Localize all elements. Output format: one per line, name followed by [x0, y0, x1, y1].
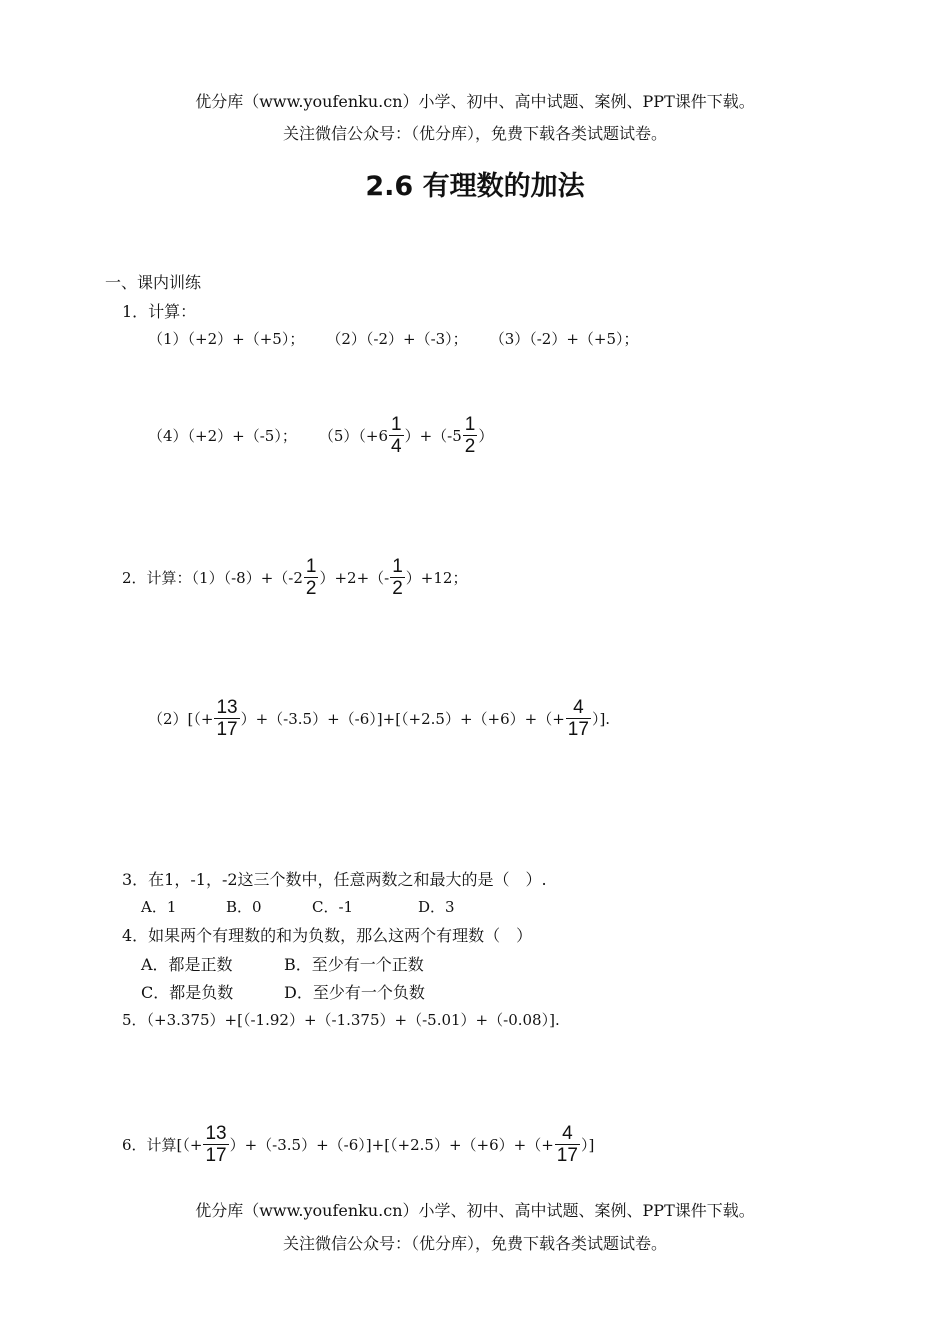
q2-row-1: [122, 556, 467, 599]
q4-text: 4．如果两个有理数的和为负数，那么这两个有理数（ ）: [122, 926, 533, 945]
q1-row-2: [148, 414, 493, 457]
q2-part-a: 2．计算：（1）（-8）+（-2: [122, 569, 303, 587]
page-title: 2.6 有理数的加法: [365, 171, 585, 202]
fraction: [214, 697, 239, 740]
q4-option-b: B．至少有一个正数: [284, 955, 424, 974]
fraction-denominator: 17: [556, 1145, 578, 1166]
q6-row: [122, 1123, 594, 1166]
fraction-denominator: 4: [391, 436, 402, 457]
header-line-1: 优分库（www.youfenku.cn）小学、初中、高中试题、案例、PPT课件下载。: [195, 92, 755, 111]
q6-part-b: ）+（-3.5）+（-6）]+[（+2.5）+（+6）+（+: [229, 1136, 554, 1154]
fraction-denominator: 2: [392, 578, 403, 599]
fraction-denominator: 17: [205, 1145, 227, 1166]
q2-part2-b: ）+（-3.5）+（-6）]+[（+2.5）+（+6）+（+: [240, 710, 565, 728]
q5-text: 5．（+3.375）+[（-1.92）+（-1.375）+（-5.01）+（-0.08）].: [122, 1011, 560, 1029]
q1-part-5-b: ）+（-5: [404, 427, 462, 445]
fraction: [463, 414, 478, 457]
fraction-denominator: 2: [464, 436, 476, 457]
q4-option-a: A．都是正数: [141, 955, 233, 974]
q1-row-1: [148, 328, 639, 349]
fraction-numerator: 1: [464, 414, 476, 435]
fraction-denominator: 17: [567, 719, 589, 740]
q2-part2-c: ）].: [591, 710, 611, 728]
q4-option-d: D．至少有一个负数: [284, 983, 425, 1002]
fraction-denominator: 2: [305, 578, 317, 599]
q3-text: 3．在1，-1，-2这三个数中，任意两数之和最大的是（ ）.: [122, 870, 547, 889]
fraction: [203, 1123, 228, 1166]
footer-line-2: 关注微信公众号：（优分库），免费下载各类试题试卷。: [282, 1234, 667, 1253]
header-line-2: 关注微信公众号：（优分库），免费下载各类试题试卷。: [282, 124, 667, 143]
q3-option-a: A．1: [141, 898, 177, 916]
fraction-numerator: 4: [562, 1123, 573, 1144]
fraction: [304, 556, 319, 599]
q4-option-c: C．都是负数: [141, 983, 234, 1002]
fraction-numerator: 1: [305, 556, 317, 577]
q3-option-c: C．-1: [312, 898, 354, 916]
section-heading: 一、课内训练: [105, 273, 202, 292]
fraction: [390, 556, 405, 599]
fraction: [389, 414, 404, 457]
fraction: [566, 697, 591, 740]
q6-part-c: ）]: [580, 1136, 595, 1154]
q1-part-2: （2）（-2）+（-3）；: [326, 330, 468, 348]
fraction-denominator: 17: [216, 719, 238, 740]
q3-option-d: D．3: [418, 898, 455, 916]
fraction-numerator: 13: [205, 1123, 227, 1144]
q1-label: 1．计算：: [122, 302, 197, 321]
q1-part-4: （4）（+2）+（-5）；: [148, 427, 297, 445]
q1-part-1: （1）（+2）+（+5）；: [148, 330, 305, 348]
q1-part-3: （3）（-2）+（+5）；: [489, 330, 639, 348]
q2-row-2: [148, 697, 610, 740]
fraction-numerator: 13: [216, 697, 238, 718]
q2-part2-a: （2）[（+: [148, 710, 214, 728]
q2-part-c: ）+12；: [405, 569, 468, 587]
fraction-numerator: 1: [391, 414, 402, 435]
footer-line-1: 优分库（www.youfenku.cn）小学、初中、高中试题、案例、PPT课件下载。: [195, 1201, 755, 1220]
q6-part-a: 6．计算[（+: [122, 1136, 203, 1154]
q1-part-5-a: （5）（+6: [318, 427, 388, 445]
fraction: [555, 1123, 580, 1166]
q3-option-b: B．0: [226, 898, 262, 916]
fraction-numerator: 1: [392, 556, 403, 577]
fraction-numerator: 4: [573, 697, 584, 718]
q1-part-5-c: ）: [478, 427, 494, 445]
q2-part-b: ）+2+（-: [319, 569, 390, 587]
